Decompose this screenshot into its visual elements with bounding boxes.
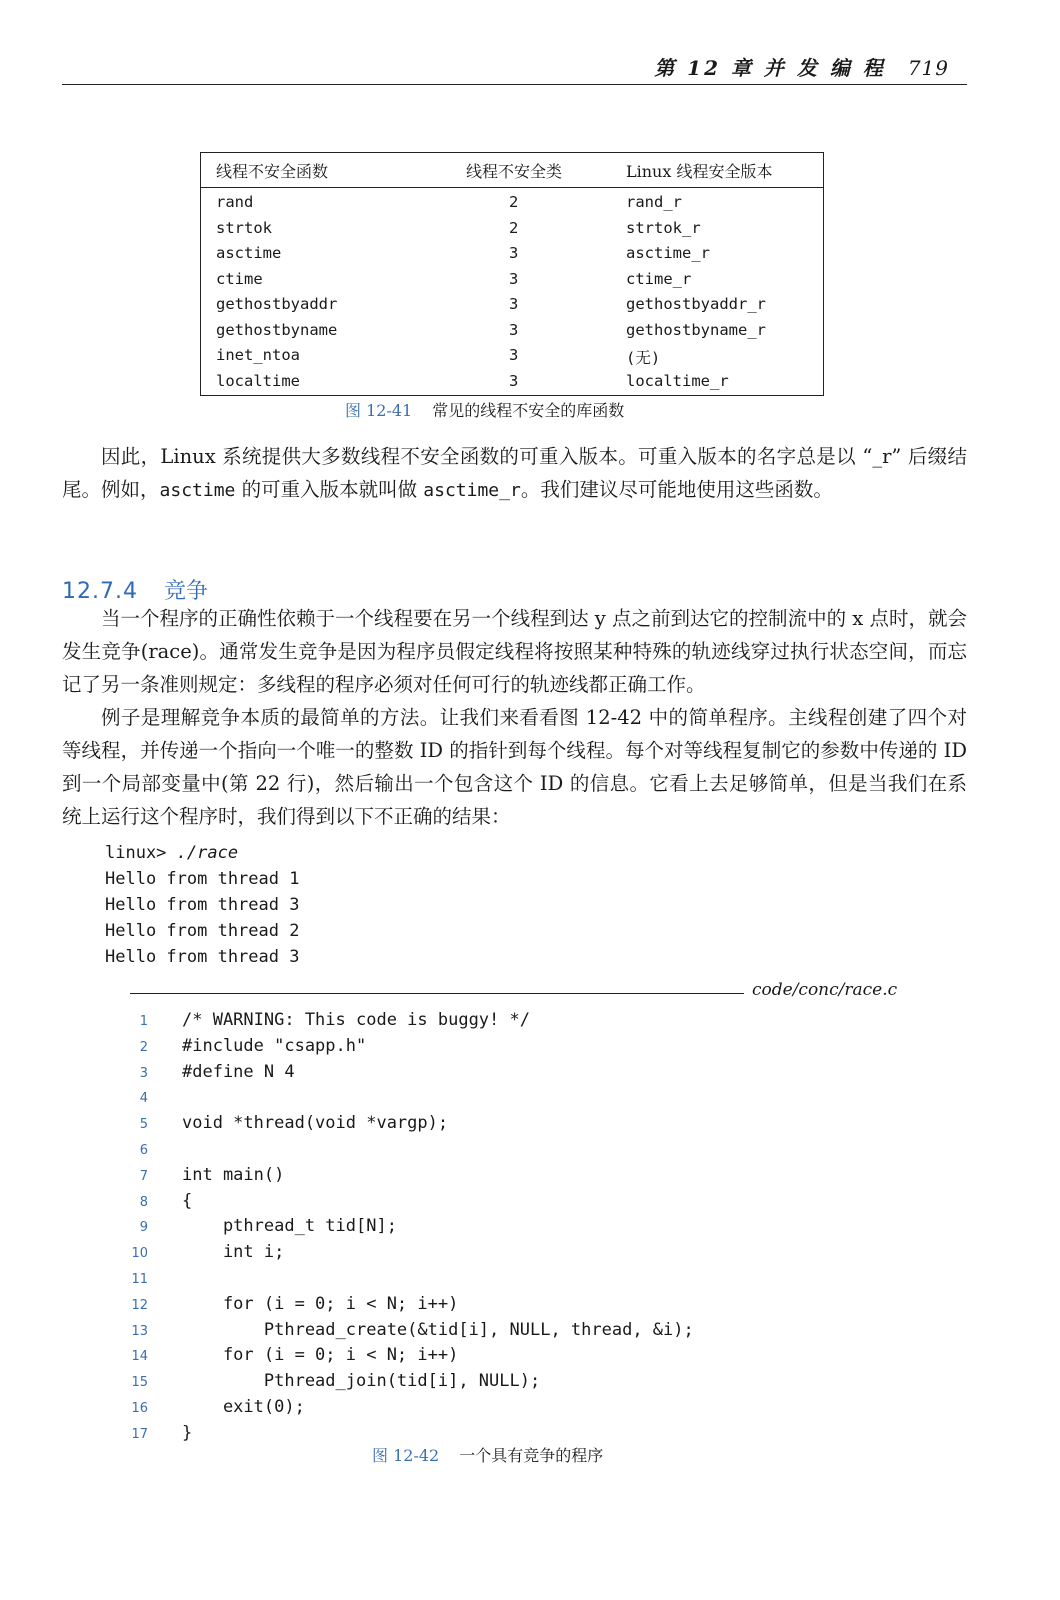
code-text: } bbox=[182, 1422, 193, 1443]
table-cell: rand_r bbox=[626, 193, 682, 211]
table-cell: strtok bbox=[216, 218, 272, 237]
paragraph: 例子是理解竞争本质的最简单的方法。让我们来看看图 12-42 中的简单程序。主线程创建了四个对等线程，并传递一个指向一个唯一的整数 ID 的指针到每个线程。每个对等线程复制它的参数中传递的 ID 到一个局部变量中(第 22 行)，然后输出一个包含这个 ID 的信息。它看上去足够简单，但是当我们在系统上运行这个程序时，我们得到以下不正确的结果： bbox=[62, 706, 967, 828]
table-cell: 3 bbox=[509, 295, 519, 313]
code-text: /* WARNING: This code is buggy! */ bbox=[182, 1010, 530, 1030]
line-number: 11 bbox=[131, 1271, 148, 1287]
code-text: for (i = 0; i < N; i++) bbox=[182, 1345, 459, 1366]
terminal-line bbox=[105, 840, 299, 866]
column-header: 线程不安全类 bbox=[466, 162, 563, 181]
line-number: 7 bbox=[139, 1168, 148, 1184]
table-cell: gethostbyaddr bbox=[216, 295, 338, 313]
table-cell: 3 bbox=[509, 244, 519, 262]
table-row bbox=[201, 193, 823, 219]
inline-code: asctime bbox=[159, 480, 236, 501]
table-row bbox=[201, 372, 823, 398]
table-cell: 2 bbox=[509, 218, 519, 237]
text: 的可重入版本就叫做 bbox=[235, 478, 424, 501]
terminal-line: Hello from thread 1 bbox=[105, 869, 300, 889]
figure-caption bbox=[345, 398, 624, 421]
terminal-command: ./race bbox=[176, 843, 239, 863]
terminal-line: Hello from thread 2 bbox=[105, 921, 300, 941]
text: 因此，Linux 系统提供大多数线程不安全函数的可重入版本。可重入版本的名字总是以 “_r” 后缀结尾。例如， bbox=[62, 445, 967, 501]
chapter-title: 第 12 章 并 发 编 程 bbox=[654, 56, 886, 80]
terminal-line: Hello from thread 3 bbox=[105, 947, 300, 967]
terminal-prompt: linux> bbox=[105, 843, 177, 863]
line-number: 9 bbox=[139, 1220, 148, 1236]
code-text: for (i = 0; i < N; i++) bbox=[182, 1293, 459, 1314]
line-number: 13 bbox=[131, 1323, 148, 1339]
line-number: 3 bbox=[139, 1065, 148, 1081]
table-row bbox=[201, 219, 823, 245]
code-text: Pthread_create(&tid[i], NULL, thread, &i); bbox=[182, 1319, 694, 1340]
table-cell: 3 bbox=[509, 269, 519, 288]
code-text: int main() bbox=[182, 1164, 285, 1185]
column-header: 线程不安全函数 bbox=[216, 162, 329, 181]
table-cell: localtime_r bbox=[626, 371, 729, 390]
figure-caption bbox=[372, 1443, 603, 1466]
column-header: Linux 线程安全版本 bbox=[626, 162, 773, 181]
table-body bbox=[201, 188, 823, 397]
table-cell: 3 bbox=[509, 371, 519, 390]
table-cell: gethostbyname_r bbox=[626, 320, 766, 339]
inline-code: asctime_r bbox=[423, 480, 521, 501]
line-number: 8 bbox=[139, 1194, 148, 1210]
line-number: 6 bbox=[139, 1142, 148, 1158]
code-text: exit(0); bbox=[182, 1396, 305, 1417]
code-text: int i; bbox=[182, 1242, 285, 1263]
terminal-output bbox=[105, 840, 299, 970]
table-row bbox=[201, 321, 823, 347]
code-divider bbox=[130, 993, 744, 994]
table-cell: localtime bbox=[216, 371, 300, 390]
table-cell: strtok_r bbox=[626, 218, 701, 237]
table-cell: 3 bbox=[509, 346, 519, 364]
table-header-row bbox=[201, 153, 823, 188]
figure-number: 图 12-42 bbox=[372, 1446, 440, 1465]
table-cell: gethostbyname bbox=[216, 320, 338, 339]
line-number: 10 bbox=[131, 1246, 148, 1262]
line-number: 5 bbox=[139, 1117, 148, 1133]
page-number: 719 bbox=[907, 56, 949, 80]
running-head bbox=[654, 52, 949, 81]
paragraph: 当一个程序的正确性依赖于一个线程要在另一个线程到达 y 点之前到达它的控制流中的 x 点时，就会发生竞争(race)。通常发生竞争是因为程序员假定线程将按照某种特殊的轨迹线穿过执行状态空间，而忘记了另一条准则规定：多线程的程序必须对任何可行的轨迹线都正确工作。 bbox=[62, 607, 967, 696]
code-text: { bbox=[182, 1190, 193, 1211]
table-cell: ctime bbox=[216, 269, 263, 288]
paragraph bbox=[62, 440, 967, 507]
line-number: 17 bbox=[131, 1426, 148, 1442]
line-number: 4 bbox=[139, 1091, 148, 1107]
table-cell: ctime_r bbox=[626, 269, 692, 288]
table-row bbox=[201, 346, 823, 372]
code-text: #define N 4 bbox=[182, 1061, 295, 1082]
line-number: 2 bbox=[139, 1039, 148, 1055]
table-cell: inet_ntoa bbox=[216, 346, 300, 364]
table-cell: gethostbyaddr_r bbox=[626, 295, 766, 313]
code-text: #include "csapp.h" bbox=[182, 1035, 367, 1056]
line-number: 1 bbox=[139, 1014, 148, 1029]
code-text: pthread_t tid[N]; bbox=[182, 1216, 397, 1237]
table-cell: 2 bbox=[509, 193, 519, 211]
table-cell: (无) bbox=[626, 349, 661, 367]
table-row bbox=[201, 295, 823, 321]
page-header bbox=[62, 48, 967, 85]
code-text: Pthread_join(tid[i], NULL); bbox=[182, 1371, 541, 1392]
figure-number: 图 12-41 bbox=[345, 401, 413, 420]
line-number: 16 bbox=[131, 1400, 148, 1416]
line-number: 12 bbox=[131, 1297, 148, 1313]
section-number: 12.7.4 bbox=[62, 579, 138, 604]
line-number: 15 bbox=[131, 1375, 148, 1391]
figure-title: 常见的线程不安全的库函数 bbox=[432, 401, 625, 420]
table-cell: 3 bbox=[509, 320, 519, 339]
code-filename: code/conc/race.c bbox=[752, 980, 898, 1000]
section-title: 竞争 bbox=[163, 579, 208, 604]
code-text: void *thread(void *vargp); bbox=[182, 1113, 449, 1134]
line-number: 14 bbox=[131, 1349, 148, 1365]
terminal-line: Hello from thread 3 bbox=[105, 895, 300, 915]
table-row bbox=[201, 270, 823, 296]
table-cell: rand bbox=[216, 193, 254, 211]
text: 。我们建议尽可能地使用这些函数。 bbox=[520, 478, 833, 501]
unsafe-functions-table bbox=[200, 152, 824, 396]
table-cell: asctime bbox=[216, 244, 282, 262]
table-cell: asctime_r bbox=[626, 244, 710, 262]
figure-title: 一个具有竞争的程序 bbox=[459, 1446, 604, 1465]
table-row bbox=[201, 244, 823, 270]
section-heading bbox=[62, 574, 208, 605]
